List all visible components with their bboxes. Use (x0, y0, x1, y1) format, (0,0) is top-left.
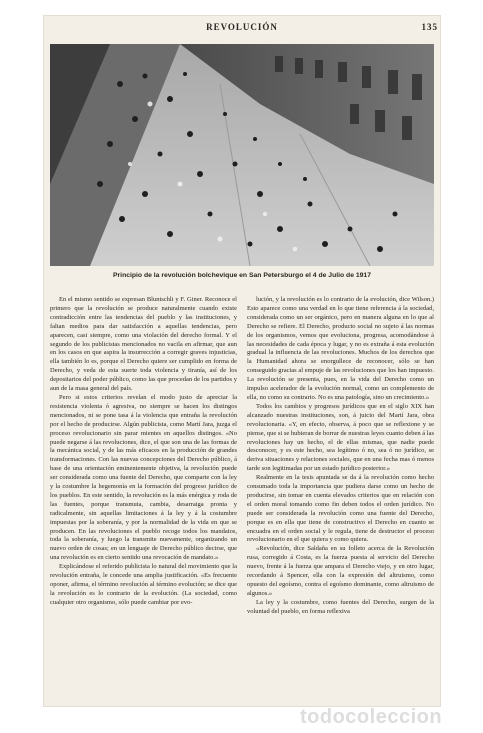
header-title: REVOLUCIÓN (206, 22, 278, 32)
text-column-right (247, 296, 434, 696)
page-number: 135 (421, 22, 438, 32)
street-scene-illustration (50, 44, 434, 266)
two-column-text (50, 296, 434, 696)
photo-caption: Principio de la revolución bolchevique en San Petersburgo el 4 de Julio de 1917 (113, 272, 371, 279)
paragraph: Todos los cambios y progresos jurídicos que en el siglo XIX han alcanzado nuestras instituciones, son, á juicio del Martí Jara, obra revolucionaria. «Y, en efecto, observa, á poco que se reflexione y se piense, que si se hubieran de borrar de nuestras leyes cuanto deben á las revoluciones hay un hecho, el de ellas mismas, que nadie puede desconocer, y es este hecho, sea legítimo ó no, sea ó no jurídico, se deriva situaciones y relaciones sociales, que en una fecha mas ó menos tarde son legitimadas por un estado jurídico posterior.» (247, 402, 434, 473)
watermark: todocoleccion (300, 706, 443, 728)
paragraph: Realmente en la tesis apuntada se da á la revolución como hecho consumado toda la importancia que pudiera darse como un hecho de producirse, sin tomar en cuenta elevados criterios que en relación con el orden moral tomando como fin deben todos el orden jurídico. No puede ser considerada la revolución como una fuente del Derecho, porque es en ella que tiene de constructivo el Derecho en cuanto se encuadra en el orden social y le regula, tiene de destructor el proceso revolucionario en el que quiera y como quiera. (247, 474, 434, 544)
text-column-left (50, 296, 237, 696)
paragraph: Explicándose el referido publicista lo natural del movimiento que la revolución entraña, le concede una amplia justificación. «Es frecuente oponer, afirma, el término revolución al término evolución; se dice que la revolución es lo contrario de la evolución. (La sociedad, como cualquier otro organismo, sólo puede cambiar por evo- (50, 563, 237, 606)
historical-photograph (50, 44, 434, 266)
paragraph: En el mismo sentido se expresan Bluntschli y F. Giner. Reconoce el primero que la revolución se produce naturalmente cuando existe contradicción entre las tendencias del pueblo y las instituciones, y faltan medios para dar satisfacción a aquellas tendencias, pero aparecen, casi siempre, como una violación del derecho formal. Y el segundo de los publicistas mencionados no vacila en afirmar, que aun en los casos en que aspira la insurrección a corregir graves injusticias, ella también lo es, porque el Derecho quiere ser cumplido en forma de Derecho, y veda de esta suerte toda violencia y tiranía, así de los depositarios del poder público, como las que procedan de los partidos y aun de la masa general del país. (50, 296, 237, 393)
paragraph: Pero si estos criterios revelan el modo justo de apreciar la resistencia violenta ó agresiva, no siempre se hacen los distingos mencionados, ni se pone tasa á la violencia que entraña la revolución por el hecho de producirse. Algún publicista, como Martí Jara, juzga el proceso revolucionario sin parar mientes en aquellos distingos. «No puede negarse á las revoluciones, dice, el que son una de las formas de la mecánica social, y de las más eficaces en la producción de grandes transformaciones. Con las nuevas concepciones del Derecho público, á base de una orientación eminentemente objetiva, la revolución puede ser considerada como una fuente del Derecho, que comparte con la ley y la costumbre la hegemonía en la formación del progreso jurídico de los pueblos. En este sentido, la revolución es la más enérgica y roda de las fuentes, porque transmuta, cambia, desarraiga pronta y radicalmente, sin aquellas limitaciones á la ley y á la costumbre impuestas por la soberanía, y por la normalidad de la vida en que se producen. En las revoluciones el pueblo recoge todos los mandatos, toda la soberanía, y luego la transmite nuevamente, organizando un nuevo orden de cosas; en un lenguaje de Derecho público decirse, que una revolución es en cierto sentido una revocación de mandato.» (50, 393, 237, 562)
document-page (44, 16, 440, 706)
paragraph: lución, y la revolución es lo contrario de la evolución, dice Wilson.) Esto aparece como una verdad en lo que tiene referencia á la sociedad, considerada como un ser orgánico, pero en manera alguna en lo que al Derecho se refiere. El Derecho, producto social no sujeto á las normas de los organismos, vemos que evoluciona, progresa, acomodándose á las necesidades de cada época y lugar, y no es extraña á esta evolución gradual la influencia de las revoluciones. Muchos de los derechos que la Humanidad ahora se enorgullece de reconocer, sólo se han conseguido gracias al empuje de las revoluciones que los han impuesto. La revolución se presenta, pues, en la vida del Derecho como un impulso acelerador de la evolución normal, como un complemento de ella, no como su contrario. No es una patología, sino un crecimiento.» (247, 296, 434, 401)
paragraph: «Revolución, dice Saldaña en su folleto acerca de la Revolución rusa, corregido á Costa, es la fuerza puesta al servicio del Derecho nuevo, frente á la fuerza que ampara el Derecho viejo, y en otro lugar, recordando á Spencer, ella con la expresión del altruismo, como opuesto del egoísmo, contra el egoísmo dominante, como altruismo de algunos.» (247, 545, 434, 597)
paragraph: La ley y la costumbre, como fuentes del Derecho, surgen de la voluntad del pueblo, en forma reflexiva (247, 598, 434, 615)
running-header (44, 22, 440, 36)
